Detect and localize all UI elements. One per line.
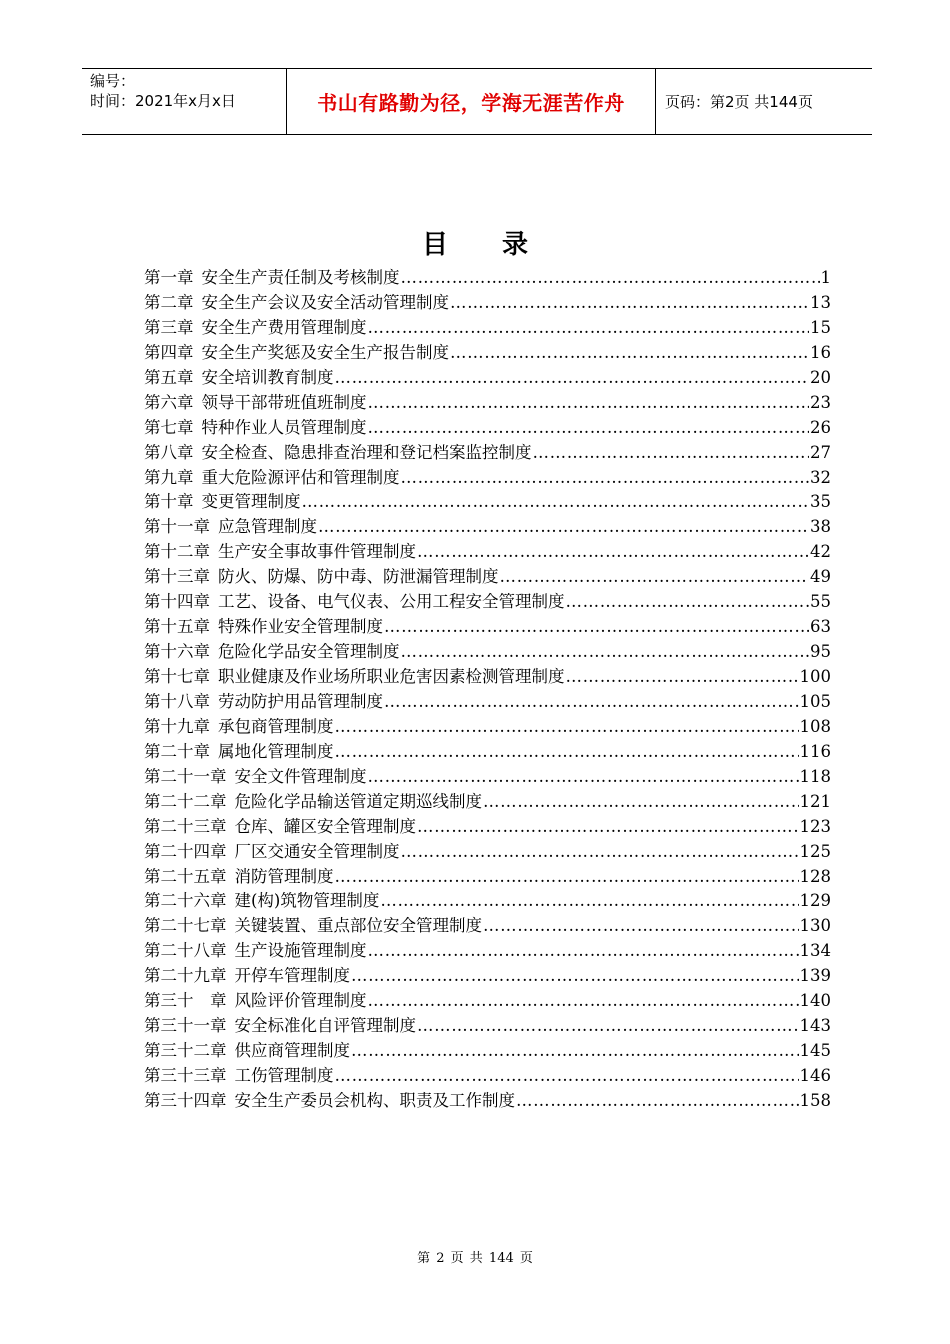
toc-chapter-number: 第十八章 [144, 691, 210, 711]
toc-chapter-title: 安全生产会议及安全活动管理制度 [201, 292, 449, 312]
toc-entry[interactable] [144, 790, 831, 815]
toc-chapter-number: 第四章 [144, 342, 194, 362]
document-time-label: 时间：2021年x月x日 [90, 92, 236, 110]
table-of-contents [144, 266, 831, 1114]
toc-chapter-title: 变更管理制度 [201, 492, 301, 512]
toc-entry[interactable] [144, 291, 831, 316]
toc-dot-leader [384, 690, 799, 715]
toc-dot-leader [516, 1089, 799, 1114]
toc-chapter-number: 第二十二章 [144, 791, 227, 811]
toc-dot-leader [368, 989, 799, 1014]
toc-chapter-title: 开停车管理制度 [234, 966, 350, 986]
toc-chapter-number: 第十九章 [144, 716, 210, 736]
page-footer: 第 2 页 共 144 页 [417, 1251, 533, 1266]
toc-chapter-title: 领导干部带班值班制度 [201, 392, 367, 412]
toc-page-number: 23 [810, 392, 831, 412]
toc-chapter-number: 第九章 [144, 467, 194, 487]
toc-chapter-title: 安全培训教育制度 [201, 367, 334, 387]
toc-entry[interactable] [144, 914, 831, 939]
toc-dot-leader [368, 939, 799, 964]
toc-chapter-number: 第一章 [144, 268, 194, 287]
toc-page-number: 118 [799, 766, 831, 786]
toc-chapter-number: 第六章 [144, 392, 194, 412]
toc-chapter-title: 重大危险源评估和管理制度 [201, 467, 400, 487]
toc-page-number: 42 [810, 542, 831, 562]
toc-page-number: 26 [810, 417, 831, 437]
toc-dot-leader [380, 889, 798, 914]
toc-chapter-number: 第三十一章 [144, 1016, 227, 1036]
toc-page-number: 32 [810, 467, 831, 487]
toc-chapter-title: 关键装置、重点部位安全管理制度 [234, 916, 482, 936]
toc-dot-leader [566, 665, 799, 690]
toc-page-number: 134 [799, 941, 831, 961]
toc-chapter-title: 职业健康及作业场所职业危害因素检测管理制度 [218, 667, 565, 686]
toc-page-number: 105 [799, 691, 831, 711]
toc-chapter-number: 第三章 [144, 317, 194, 337]
toc-dot-leader [368, 765, 799, 790]
toc-chapter-number: 第八章 [144, 442, 194, 462]
toc-entry[interactable] [144, 740, 831, 765]
toc-page-number: 128 [799, 866, 831, 886]
toc-entry[interactable] [144, 466, 831, 491]
toc-chapter-number: 第十章 [144, 492, 194, 512]
toc-page-number: 55 [810, 592, 831, 612]
toc-chapter-number: 第三十三章 [144, 1066, 227, 1085]
toc-chapter-title: 安全生产费用管理制度 [201, 317, 367, 337]
toc-chapter-title: 安全生产奖惩及安全生产报告制度 [201, 342, 449, 362]
toc-chapter-title: 安全检查、隐患排查治理和登记档案监控制度 [201, 442, 532, 462]
toc-dot-leader [318, 515, 809, 540]
toc-chapter-title: 生产安全事故事件管理制度 [218, 542, 416, 562]
toc-chapter-number: 第十三章 [144, 567, 210, 587]
toc-chapter-number: 第三十二章 [144, 1041, 227, 1061]
toc-dot-leader [335, 366, 810, 391]
toc-entry[interactable] [144, 939, 831, 964]
toc-entry[interactable] [144, 416, 831, 441]
toc-chapter-title: 消防管理制度 [234, 866, 334, 886]
toc-entry[interactable] [144, 1014, 831, 1039]
toc-entry[interactable] [144, 865, 831, 890]
toc-entry[interactable] [144, 266, 831, 291]
toc-entry[interactable] [144, 989, 831, 1014]
toc-entry[interactable] [144, 1039, 831, 1064]
toc-page-number: 100 [799, 667, 831, 686]
toc-page-number: 95 [810, 642, 831, 662]
toc-entry[interactable] [144, 366, 831, 391]
toc-dot-leader [483, 790, 799, 815]
toc-chapter-number: 第十七章 [144, 667, 210, 686]
toc-entry[interactable] [144, 1089, 831, 1114]
header-meta [82, 69, 286, 134]
toc-page-number: 139 [799, 966, 831, 986]
toc-chapter-title: 特种作业人员管理制度 [201, 417, 367, 437]
toc-entry[interactable] [144, 765, 831, 790]
toc-dot-leader [401, 840, 799, 865]
toc-chapter-title: 特殊作业安全管理制度 [218, 617, 383, 637]
toc-page-number: 146 [799, 1066, 831, 1085]
toc-dot-leader [450, 291, 809, 316]
toc-page-number: 129 [799, 891, 831, 911]
toc-page-number: 116 [799, 741, 831, 761]
toc-entry[interactable] [144, 715, 831, 740]
toc-page-number: 143 [799, 1016, 831, 1036]
toc-page-number: 1 [820, 268, 831, 287]
toc-entry[interactable] [144, 590, 831, 615]
toc-entry[interactable] [144, 540, 831, 565]
toc-chapter-title: 承包商管理制度 [218, 716, 334, 736]
toc-chapter-number: 第二十三章 [144, 816, 227, 836]
toc-page-number: 123 [799, 816, 831, 836]
toc-entry[interactable] [144, 815, 831, 840]
toc-dot-leader [417, 815, 799, 840]
toc-chapter-number: 第二章 [144, 292, 194, 312]
toc-entry[interactable] [144, 341, 831, 366]
toc-chapter-number: 第七章 [144, 417, 194, 437]
toc-dot-leader [351, 1039, 799, 1064]
toc-dot-leader [335, 1064, 799, 1089]
toc-dot-leader [533, 441, 810, 466]
toc-dot-leader [368, 416, 810, 441]
toc-chapter-title: 安全标准化自评管理制度 [234, 1016, 416, 1036]
toc-chapter-number: 第十一章 [144, 517, 210, 537]
toc-dot-leader [401, 266, 820, 291]
toc-page-number: 121 [799, 791, 831, 811]
toc-page-number: 63 [810, 617, 831, 637]
toc-entry[interactable] [144, 515, 831, 540]
header-motto-cell [286, 69, 656, 134]
toc-entry[interactable] [144, 316, 831, 341]
toc-dot-leader [401, 640, 810, 665]
toc-chapter-number: 第二十四章 [144, 841, 227, 861]
toc-entry[interactable] [144, 665, 831, 690]
toc-chapter-title: 应急管理制度 [218, 517, 317, 537]
toc-dot-leader [351, 964, 799, 989]
toc-entry[interactable] [144, 840, 831, 865]
toc-dot-leader [302, 490, 810, 515]
toc-chapter-title: 属地化管理制度 [218, 741, 334, 761]
toc-chapter-title: 安全文件管理制度 [234, 766, 367, 786]
toc-page-number: 125 [799, 841, 831, 861]
toc-chapter-number: 第二十九章 [144, 966, 227, 986]
toc-chapter-number: 第二十章 [144, 741, 210, 761]
toc-dot-leader [450, 341, 809, 366]
toc-dot-leader [335, 715, 799, 740]
toc-chapter-number: 第二十七章 [144, 916, 227, 936]
toc-page-number: 15 [810, 317, 831, 337]
toc-dot-leader [417, 1014, 799, 1039]
toc-chapter-title: 工艺、设备、电气仪表、公用工程安全管理制度 [218, 592, 565, 612]
toc-chapter-title: 安全生产责任制及考核制度 [201, 268, 400, 287]
toc-dot-leader [368, 391, 810, 416]
toc-dot-leader [335, 865, 799, 890]
toc-dot-leader [566, 590, 810, 615]
toc-chapter-title: 厂区交通安全管理制度 [234, 841, 400, 861]
toc-chapter-number: 第十四章 [144, 592, 210, 612]
header-motto: 书山有路勤为径，学海无涯苦作舟 [317, 91, 625, 115]
toc-entry[interactable] [144, 565, 831, 590]
toc-chapter-number: 第三十 章 [144, 991, 227, 1011]
toc-page-number: 20 [810, 367, 831, 387]
toc-entry[interactable] [144, 490, 831, 515]
toc-entry[interactable] [144, 441, 831, 466]
toc-chapter-title: 工伤管理制度 [234, 1066, 334, 1085]
toc-page-number: 38 [810, 517, 831, 537]
toc-chapter-title: 危险化学品输送管道定期巡线制度 [234, 791, 482, 811]
toc-entry[interactable] [144, 889, 831, 914]
toc-chapter-title: 风险评价管理制度 [234, 991, 367, 1011]
toc-page-number: 108 [799, 716, 831, 736]
toc-chapter-title: 安全生产委员会机构、职责及工作制度 [234, 1090, 515, 1110]
document-number-label: 编号： [90, 72, 136, 90]
toc-entry[interactable] [144, 391, 831, 416]
toc-dot-leader [384, 615, 809, 640]
toc-chapter-title: 劳动防护用品管理制度 [218, 691, 383, 711]
toc-chapter-title: 生产设施管理制度 [234, 941, 367, 961]
toc-dot-leader [368, 316, 810, 341]
toc-chapter-number: 第二十五章 [144, 866, 227, 886]
header-page-info-cell [656, 69, 872, 134]
toc-chapter-number: 第二十八章 [144, 941, 227, 961]
toc-page-number: 16 [810, 342, 831, 362]
toc-chapter-title: 建(构)筑物管理制度 [234, 891, 380, 911]
toc-dot-leader [417, 540, 809, 565]
toc-entry[interactable] [144, 964, 831, 989]
toc-page-number: 130 [799, 916, 831, 936]
toc-page-number: 145 [799, 1041, 831, 1061]
toc-page-number: 13 [810, 292, 831, 312]
toc-chapter-number: 第十六章 [144, 642, 210, 662]
toc-dot-leader [401, 466, 810, 491]
page-header [82, 68, 872, 135]
toc-chapter-number: 第三十四章 [144, 1090, 227, 1110]
toc-entry[interactable] [144, 640, 831, 665]
toc-page-number: 158 [799, 1090, 831, 1110]
toc-entry[interactable] [144, 690, 831, 715]
toc-chapter-title: 危险化学品安全管理制度 [218, 642, 400, 662]
toc-dot-leader [500, 565, 810, 590]
toc-entry[interactable] [144, 615, 831, 640]
header-page-info: 页码：第2页 共144页 [665, 93, 813, 111]
toc-page-number: 27 [810, 442, 831, 462]
toc-entry[interactable] [144, 1064, 831, 1089]
toc-dot-leader [335, 740, 799, 765]
toc-page-number: 49 [810, 567, 831, 587]
toc-chapter-number: 第二十六章 [144, 891, 227, 911]
toc-chapter-title: 供应商管理制度 [234, 1041, 350, 1061]
toc-chapter-number: 第十五章 [144, 617, 210, 637]
toc-dot-leader [483, 914, 799, 939]
toc-page-number: 35 [810, 492, 831, 512]
page-title: 目录 [421, 230, 582, 260]
toc-chapter-number: 第二十一章 [144, 766, 227, 786]
toc-chapter-title: 仓库、罐区安全管理制度 [234, 816, 416, 836]
toc-chapter-number: 第十二章 [144, 542, 210, 562]
toc-page-number: 140 [799, 991, 831, 1011]
toc-chapter-title: 防火、防爆、防中毒、防泄漏管理制度 [218, 567, 499, 587]
toc-chapter-number: 第五章 [144, 367, 194, 387]
